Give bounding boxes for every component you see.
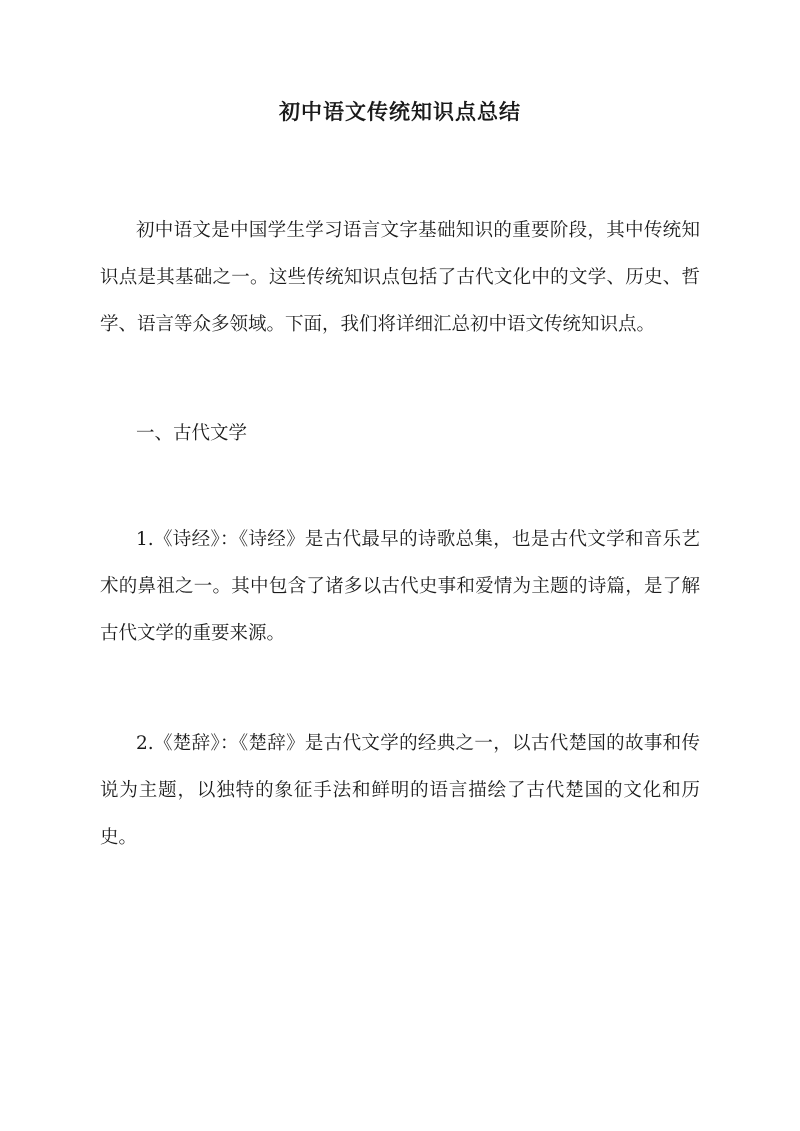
item-shijing-paragraph: 1.《诗经》：《诗经》是古代最早的诗歌总集，也是古代文学和音乐艺术的鼻祖之一。其中包含了诸多以古代史事和爱情为主题的诗篇，是了解古代文学的重要来源。	[100, 529, 700, 644]
item-chuci-paragraph: 2.《楚辞》：《楚辞》是古代文学的经典之一，以古代楚国的故事和传说为主题，以独特的象征手法和鲜明的语言描绘了古代楚国的文化和历史。	[100, 733, 700, 848]
intro-paragraph: 初中语文是中国学生学习语言文字基础知识的重要阶段，其中传统知识点是其基础之一。这些传统知识点包括了古代文化中的文学、历史、哲学、语言等众多领域。下面，我们将详细汇总初中语文传统知识点。	[100, 220, 700, 335]
page-title: 初中语文传统知识点总结	[279, 99, 521, 124]
section-heading: 一、古代文学	[136, 423, 248, 444]
